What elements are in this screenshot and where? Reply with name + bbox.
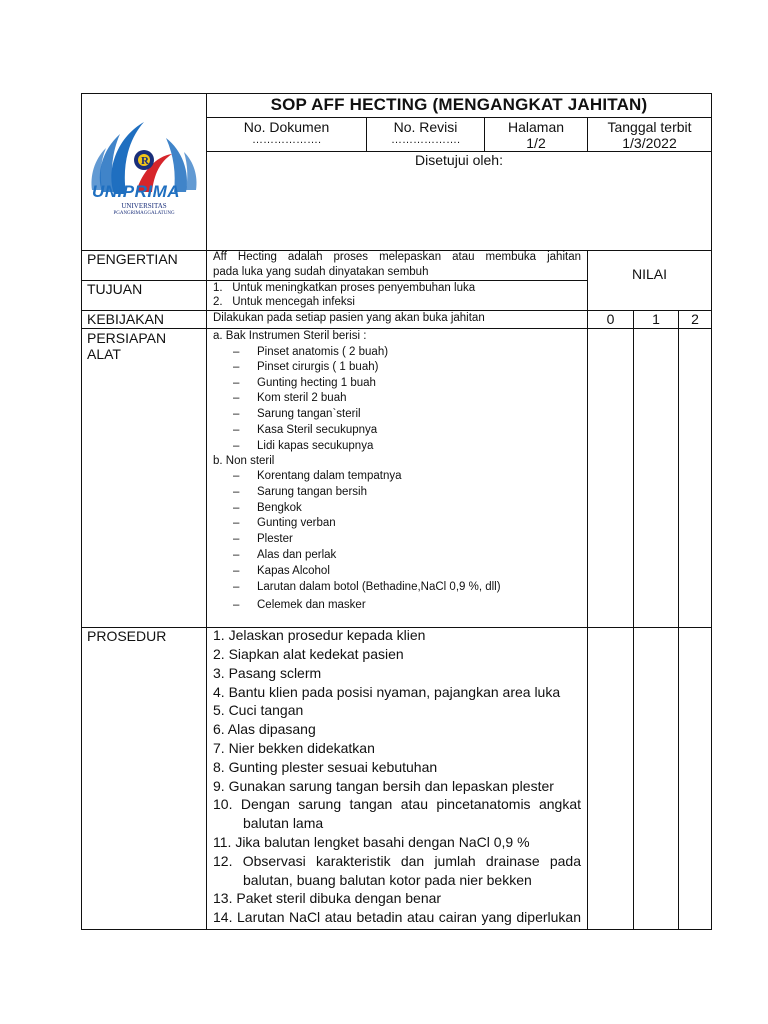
list-item [233, 346, 388, 358]
tujuan-item-2: 2. Untuk mencegah infeksi [213, 296, 355, 308]
logo-name: UNIPRIMA [92, 182, 181, 201]
dash-bullet: – [233, 377, 240, 389]
list-item-text: Kom steril 2 buah [257, 392, 347, 404]
nilai-column-divider [587, 250, 588, 930]
procedure-step: 9. Gunakan sarung tangan bersih dan lepaskan plester [213, 778, 554, 794]
border-bottom [81, 929, 712, 930]
dash-bullet: – [233, 486, 240, 498]
list-item-text: Plester [257, 533, 293, 545]
procedure-step: 12. Observasi karakteristik dan jumlah drainase pada [213, 853, 581, 869]
procedure-step-continued: balutan lama [243, 815, 324, 831]
dash-bullet: – [233, 565, 240, 577]
tujuan-item-1: 1. Untuk meningkatkan proses penyembuhan luka [213, 282, 476, 294]
score-0: 0 [606, 311, 615, 327]
list-item-text: Lidi kapas secukupnya [257, 440, 374, 452]
list-item [233, 392, 347, 404]
revision-label: No. Revisi [393, 119, 458, 135]
procedure-step: 4. Bantu klien pada posisi nyaman, pajangkan area luka [213, 684, 561, 700]
dash-bullet: – [233, 549, 240, 561]
list-item [233, 517, 336, 529]
list-item [233, 408, 361, 420]
doc-number-label: No. Dokumen [243, 119, 330, 135]
procedure-step: 5. Cuci tangan [213, 702, 304, 718]
list-item-text: Alas dan perlak [257, 549, 337, 561]
list-item [233, 470, 401, 482]
procedure-step: 3. Pasang sclerm [213, 665, 322, 681]
list-item [233, 565, 330, 577]
list-item [233, 549, 336, 561]
list-item-text: Bengkok [257, 502, 302, 514]
procedure-step: 8. Gunting plester sesuai kebutuhan [213, 759, 438, 775]
pengertian-label: PENGERTIAN [87, 251, 178, 267]
procedure-step-continued: balutan, buang balutan kotor pada nier bekken [243, 872, 532, 888]
tujuan-item-2-text: Untuk mencegah infeksi [232, 296, 355, 308]
label-column-divider [206, 93, 207, 930]
title-row-divider [206, 117, 712, 118]
persiapan-label-1: PERSIAPAN [87, 330, 167, 346]
procedure-step: 10. Dengan sarung tangan atau pincetanatomis angkat [213, 796, 581, 812]
dash-bullet: – [233, 361, 240, 373]
procedure-step: 2. Siapkan alat kedekat pasien [213, 646, 404, 662]
list-item-text: Sarung tangan bersih [257, 486, 367, 498]
list-item-text: Pinset cirurgis ( 1 buah) [257, 361, 379, 373]
nilai-label: NILAI [631, 266, 667, 282]
dash-bullet: – [233, 533, 240, 545]
list-item [233, 502, 302, 514]
list-item [233, 599, 366, 611]
page-label: Halaman [507, 119, 565, 135]
list-item-text: Pinset anatomis ( 2 buah) [257, 346, 389, 358]
list-item-text: Sarung tangan`steril [257, 408, 361, 420]
list-item [233, 440, 373, 452]
dash-bullet: – [233, 581, 240, 593]
list-item [233, 424, 377, 436]
issue-date-label: Tanggal terbit [607, 119, 692, 135]
score-2: 2 [691, 311, 699, 327]
page-title: SOP AFF HECTING (MENGANGKAT JAHITAN) [270, 95, 648, 114]
list-item [233, 486, 367, 498]
dash-bullet: – [233, 424, 240, 436]
list-item [233, 533, 293, 545]
procedure-step: 7. Nier bekken didekatkan [213, 740, 375, 756]
approved-by-label: Disetujui oleh: [415, 152, 503, 168]
dash-bullet: – [233, 346, 240, 358]
list-item [233, 581, 501, 593]
row-divider-pengertian [81, 280, 588, 281]
border-right [711, 93, 712, 930]
logo-line-1: UNIVERSITAS [121, 202, 167, 210]
list-item-text: Kapas Alcohol [257, 565, 330, 577]
dash-bullet: – [233, 392, 240, 404]
list-item-text: Larutan dalam botol (Bethadine,NaCl 0,9 %, dll) [257, 581, 501, 593]
kebijakan-text: Dilakukan pada setiap pasien yang akan buka jahitan [213, 312, 485, 324]
page-value: 1/2 [526, 135, 546, 151]
pengertian-line-1: Aff Hecting adalah proses melepaskan atau membuka jahitan [213, 251, 581, 263]
dash-bullet: – [233, 599, 240, 611]
pengertian-line-2: pada luka yang sudah dinyatakan sembuh [213, 266, 429, 278]
procedure-step: 11. Jika balutan lengket basahi dengan NaCl 0,9 % [213, 834, 530, 850]
score-1: 1 [652, 311, 660, 327]
border-top [81, 93, 712, 94]
list-item-text: Korentang dalam tempatnya [257, 470, 402, 482]
prosedur-label: PROSEDUR [87, 628, 167, 644]
list-item-text: Celemek dan masker [257, 599, 366, 611]
list-item [233, 361, 378, 373]
issue-date-value: 1/3/2022 [622, 135, 677, 151]
revision-value: ………………. [390, 134, 461, 146]
list-item-text: Kasa Steril secukupnya [257, 424, 378, 436]
list-item [233, 377, 376, 389]
row-divider-kebijakan [81, 328, 712, 329]
logo-line-2: PGANGRIMAGGALATUNG [113, 211, 175, 216]
score-col-divider-2 [678, 310, 679, 930]
dash-bullet: – [233, 517, 240, 529]
score-col-divider-1 [633, 310, 634, 930]
dash-bullet: – [233, 470, 240, 482]
dash-bullet: – [233, 440, 240, 452]
procedure-step: 14. Larutan NaCl atau betadin atau cairan yang diperlukan [213, 909, 581, 925]
dash-bullet: – [233, 408, 240, 420]
tujuan-label: TUJUAN [87, 281, 143, 297]
kebijakan-label: KEBIJAKAN [87, 311, 165, 327]
procedure-step: 1. Jelaskan prosedur kepada klien [213, 627, 426, 643]
section-a-heading: a. Bak Instrumen Steril berisi : [213, 330, 367, 342]
procedure-step: 13. Paket steril dibuka dengan benar [213, 890, 442, 906]
tujuan-item-1-text: Untuk meningkatkan proses penyembuhan luka [232, 282, 476, 294]
list-item-text: Gunting hecting 1 buah [257, 377, 376, 389]
border-left [81, 93, 82, 930]
procedure-step: 6. Alas dipasang [213, 721, 316, 737]
persiapan-label-2: ALAT [87, 346, 121, 362]
svg-text:R: R [141, 155, 149, 167]
dash-bullet: – [233, 502, 240, 514]
section-b-heading: b. Non steril [213, 455, 275, 467]
doc-number-value: ………………. [251, 134, 322, 146]
list-item-text: Gunting verban [257, 517, 336, 529]
university-logo [86, 116, 202, 222]
